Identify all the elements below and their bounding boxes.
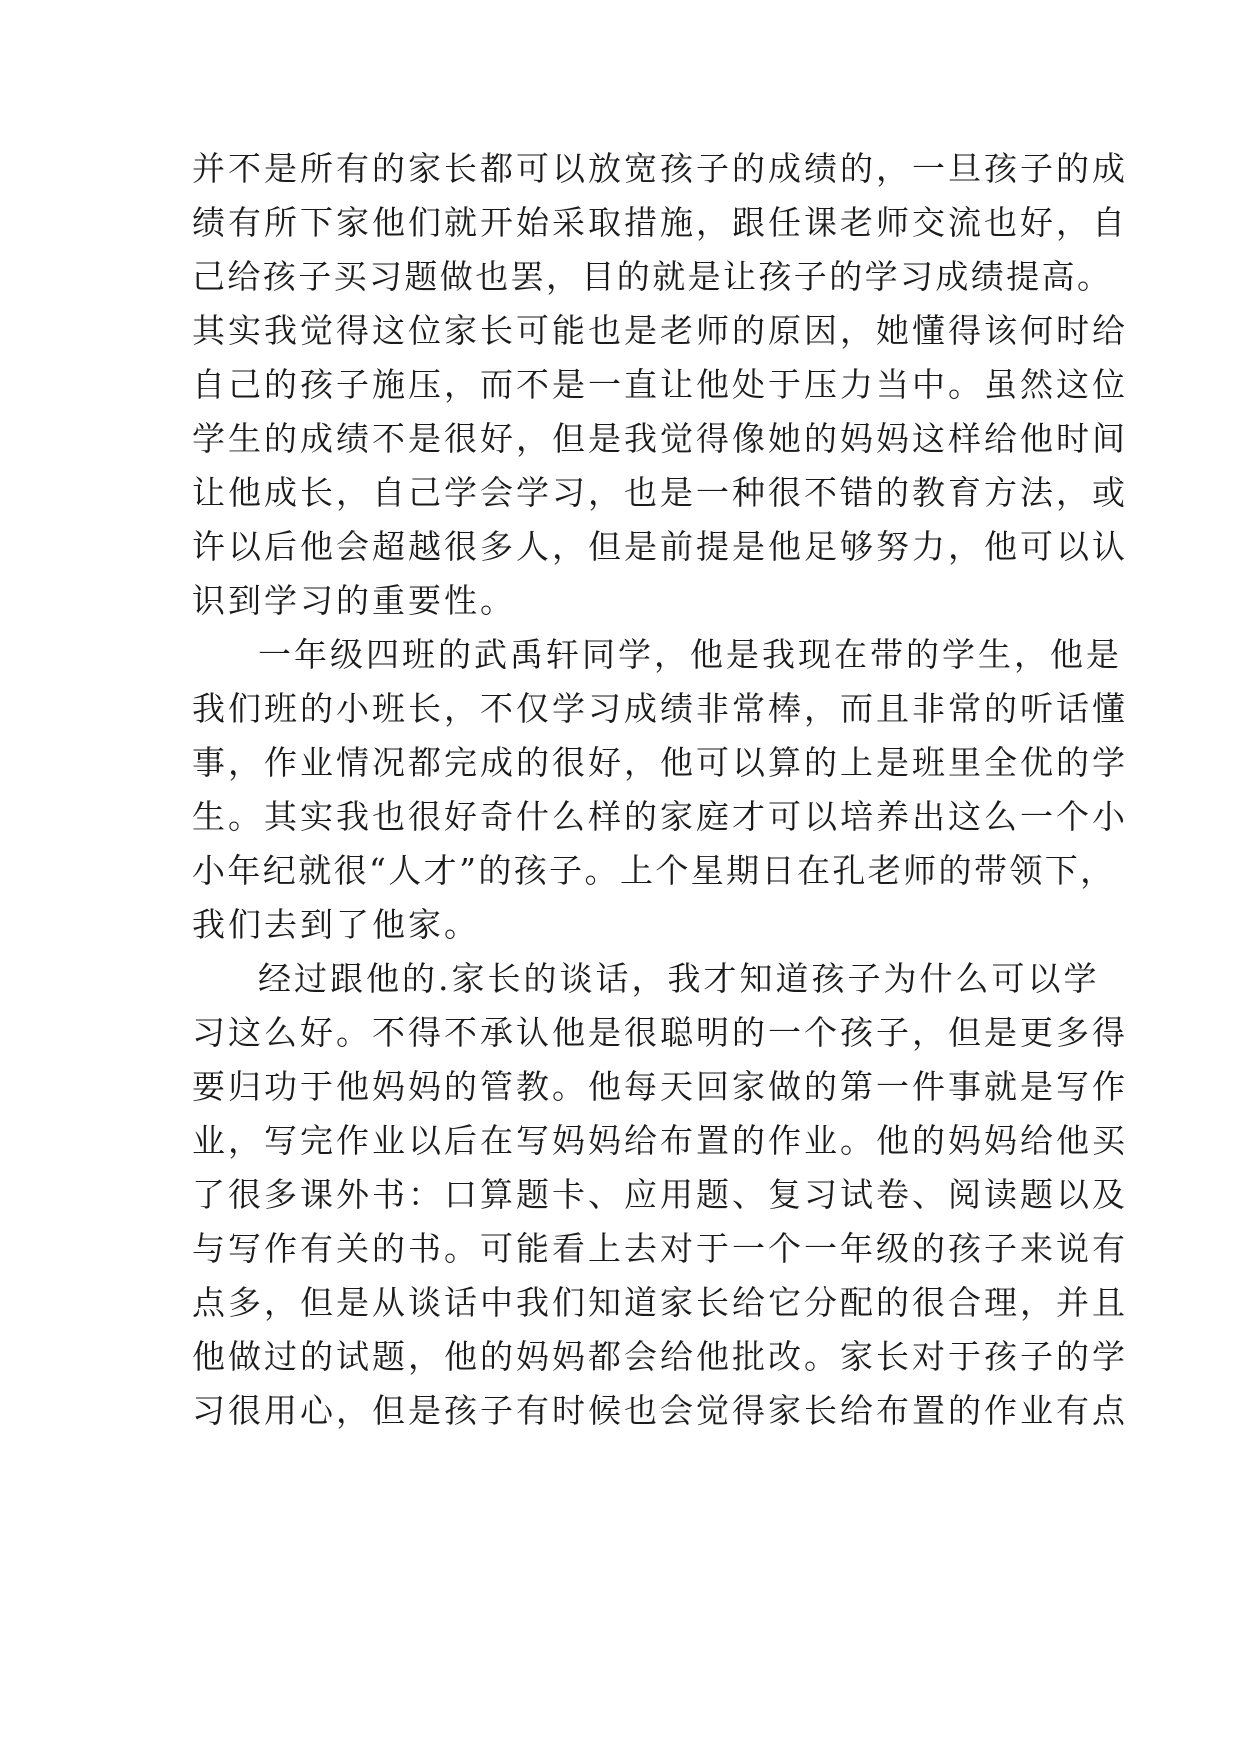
text-line: 并不是所有的家长都可以放宽孩子的成绩的，一旦孩子的成 <box>192 149 1128 188</box>
text-line: 事，作业情况都完成的很好，他可以算的上是班里全优的学 <box>192 743 1128 782</box>
text-line: 业，写完作业以后在写妈妈给布置的作业。他的妈妈给他买 <box>192 1121 1128 1160</box>
text-line: 让他成长，自己学会学习，也是一种很不错的教育方法，或 <box>192 473 1128 512</box>
text-line: 己给孩子买习题做也罢，目的就是让孩子的学习成绩提高。 <box>192 257 1113 296</box>
text-line: 了很多课外书：口算题卡、应用题、复习试卷、阅读题以及 <box>192 1175 1128 1214</box>
text-line-paragraph-start: 经过跟他的.家长的谈话，我才知道孩子为什么可以学 <box>258 959 1100 998</box>
text-line: 生。其实我也很好奇什么样的家庭才可以培养出这么一个小 <box>192 797 1128 836</box>
text-line: 习这么好。不得不承认他是很聪明的一个孩子，但是更多得 <box>192 1013 1128 1052</box>
text-line: 自己的孩子施压，而不是一直让他处于压力当中。虽然这位 <box>192 365 1128 404</box>
text-line-paragraph-start: 一年级四班的武禹轩同学，他是我现在带的学生，他是 <box>258 635 1122 674</box>
text-line: 我们去到了他家。 <box>192 905 480 944</box>
text-line: 他做过的试题，他的妈妈都会给他批改。家长对于孩子的学 <box>192 1337 1128 1376</box>
text-line: 与写作有关的书。可能看上去对于一个一年级的孩子来说有 <box>192 1229 1128 1268</box>
text-line: 识到学习的重要性。 <box>192 581 516 620</box>
text-line: 绩有所下家他们就开始采取措施，跟任课老师交流也好，自 <box>192 203 1128 242</box>
text-line: 学生的成绩不是很好，但是我觉得像她的妈妈这样给他时间 <box>192 419 1128 458</box>
text-line: 我们班的小班长，不仅学习成绩非常棒，而且非常的听话懂 <box>192 689 1128 728</box>
text-line: 要归功于他妈妈的管教。他每天回家做的第一件事就是写作 <box>192 1067 1128 1106</box>
text-line: 其实我觉得这位家长可能也是老师的原因，她懂得该何时给 <box>192 311 1128 350</box>
text-line: 习很用心，但是孩子有时候也会觉得家长给布置的作业有点 <box>192 1391 1128 1430</box>
text-line: 小年纪就很“人才”的孩子。上个星期日在孔老师的带领下， <box>192 851 1116 890</box>
text-line: 许以后他会超越很多人，但是前提是他足够努力，他可以认 <box>192 527 1128 566</box>
text-line: 点多，但是从谈话中我们知道家长给它分配的很合理，并且 <box>192 1283 1128 1322</box>
